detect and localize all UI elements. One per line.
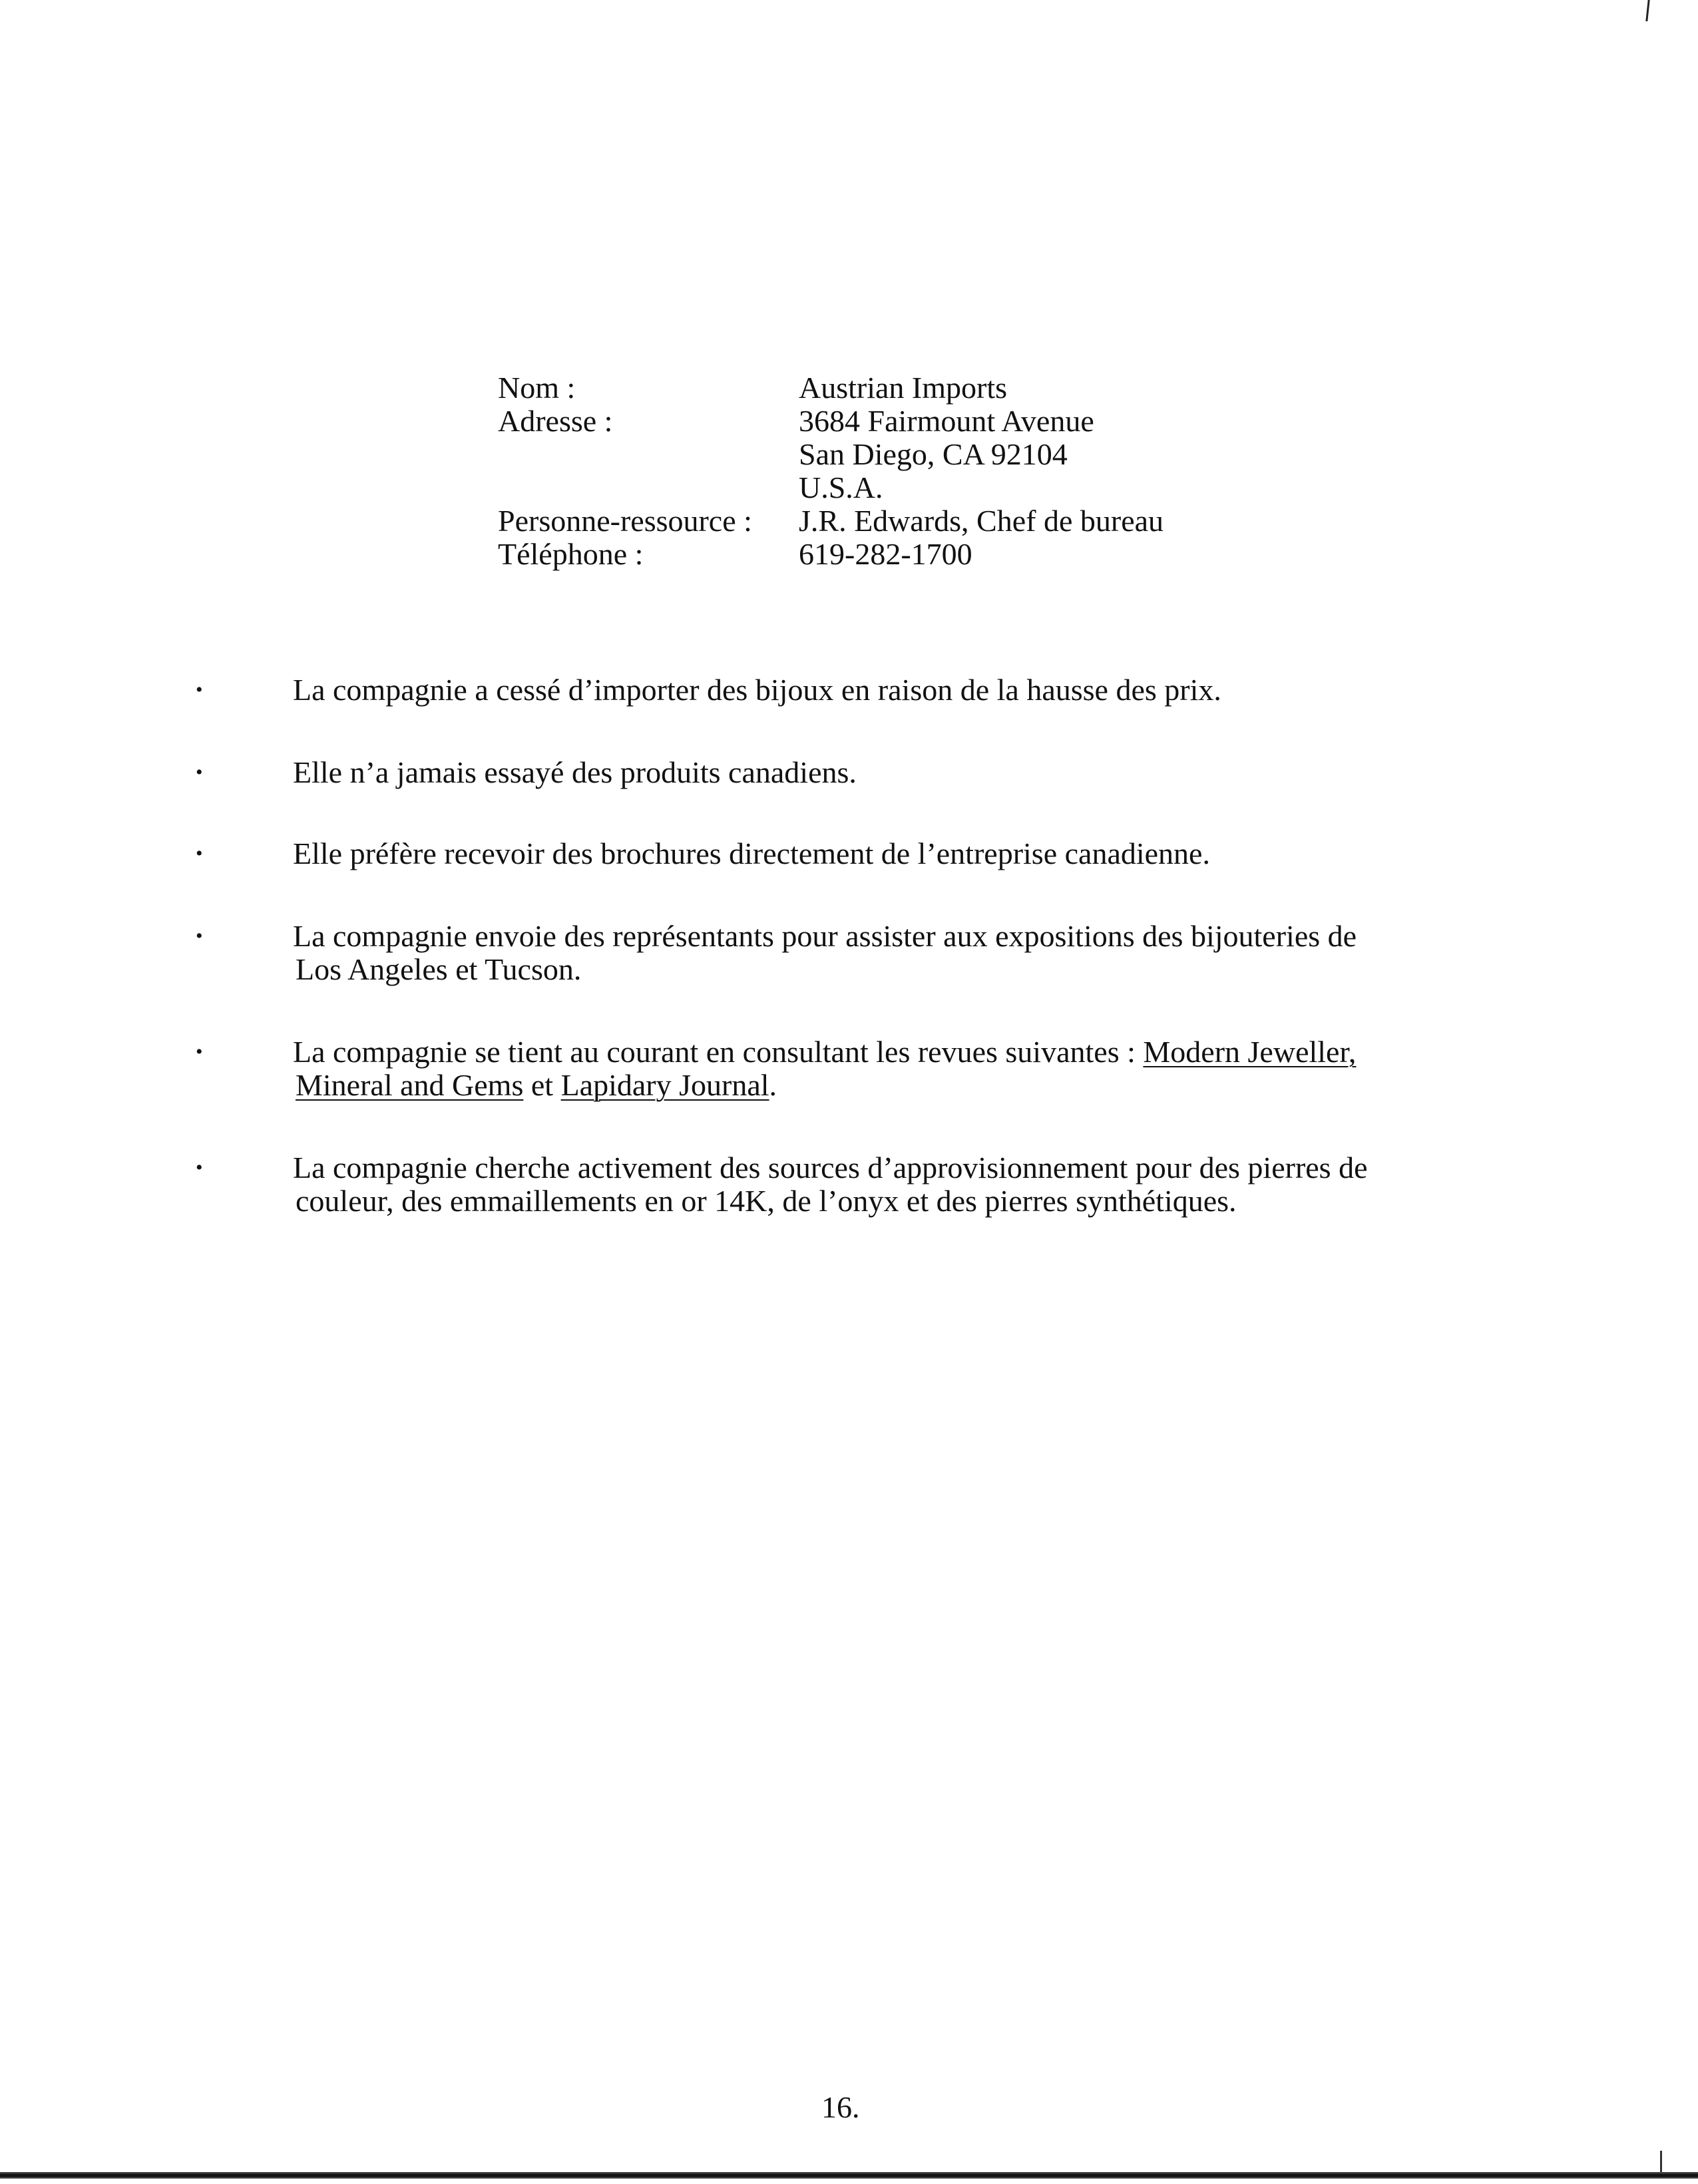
address-line-3: U.S.A. [799, 470, 883, 504]
bullet-icon: • [196, 679, 203, 701]
bullet-icon: • [196, 1157, 203, 1179]
empty-label [498, 471, 799, 504]
bullet-text: La compagnie a cessé d’importer des bijoux en raison de la hausse des prix. [293, 673, 1221, 707]
text-joiner: et [523, 1068, 561, 1102]
bullet-icon: • [196, 925, 203, 947]
contact-row-person [498, 504, 1164, 538]
contact-person-value: J.R. Edwards, Chef de bureau [799, 504, 1164, 538]
contact-row-address [498, 405, 1164, 438]
bullet-text: Elle préfère recevoir des brochures directement de l’entreprise canadienne. [293, 836, 1210, 870]
bullet-text-line-2 [293, 1069, 1478, 1102]
journal-title-mineral-and-gems: Mineral and Gems [296, 1068, 524, 1102]
contact-person-label: Personne-ressource : [498, 504, 752, 538]
bullet-icon: • [196, 842, 203, 864]
address-line-1: 3684 Fairmount Avenue [799, 404, 1094, 438]
contact-row-name [498, 371, 1164, 405]
bullet-text: Elle n’a jamais essayé des produits canadiens. [293, 755, 857, 789]
bullet-text [293, 920, 1478, 986]
bullet-text [293, 1151, 1478, 1218]
scan-edge-mark [1645, 0, 1649, 21]
phone-value: 619-282-1700 [799, 537, 972, 571]
journal-title-lapidary-journal: Lapidary Journal [560, 1068, 769, 1102]
contact-row-phone [498, 538, 1164, 571]
text-end: . [769, 1068, 777, 1102]
address-line-2: San Diego, CA 92104 [799, 437, 1068, 471]
name-label: Nom : [498, 371, 576, 405]
bullet-icon: • [196, 1041, 203, 1063]
address-label: Adresse : [498, 404, 613, 438]
bullet-text-line-1: La compagnie cherche activement des sources d’approvisionnement pour des pierres de [293, 1151, 1368, 1184]
text-prefix: La compagnie se tient au courant en consultant les revues suivantes : [293, 1035, 1144, 1069]
bullet-text-line-1: La compagnie envoie des représentants pour assister aux expositions des bijouteries de [293, 919, 1357, 953]
contact-row-address-3 [498, 471, 1164, 504]
page-number: 16. [821, 2090, 860, 2124]
bullet-text [293, 1035, 1478, 1102]
contact-block [498, 371, 1164, 571]
bullet-text-line-2: couleur, des emmaillements en or 14K, de l’onyx et des pierres synthétiques. [296, 1184, 1237, 1218]
bullet-icon: • [196, 761, 203, 783]
bullet-text-line-1 [293, 1035, 1356, 1069]
name-value: Austrian Imports [799, 371, 1008, 405]
empty-label [498, 438, 799, 471]
scan-bottom-border [0, 2172, 1698, 2179]
phone-label: Téléphone : [498, 537, 644, 571]
journal-title-modern-jeweller: Modern Jeweller, [1143, 1035, 1357, 1069]
contact-row-address-2 [498, 438, 1164, 471]
bullet-text-line-2: Los Angeles et Tucson. [296, 952, 582, 986]
